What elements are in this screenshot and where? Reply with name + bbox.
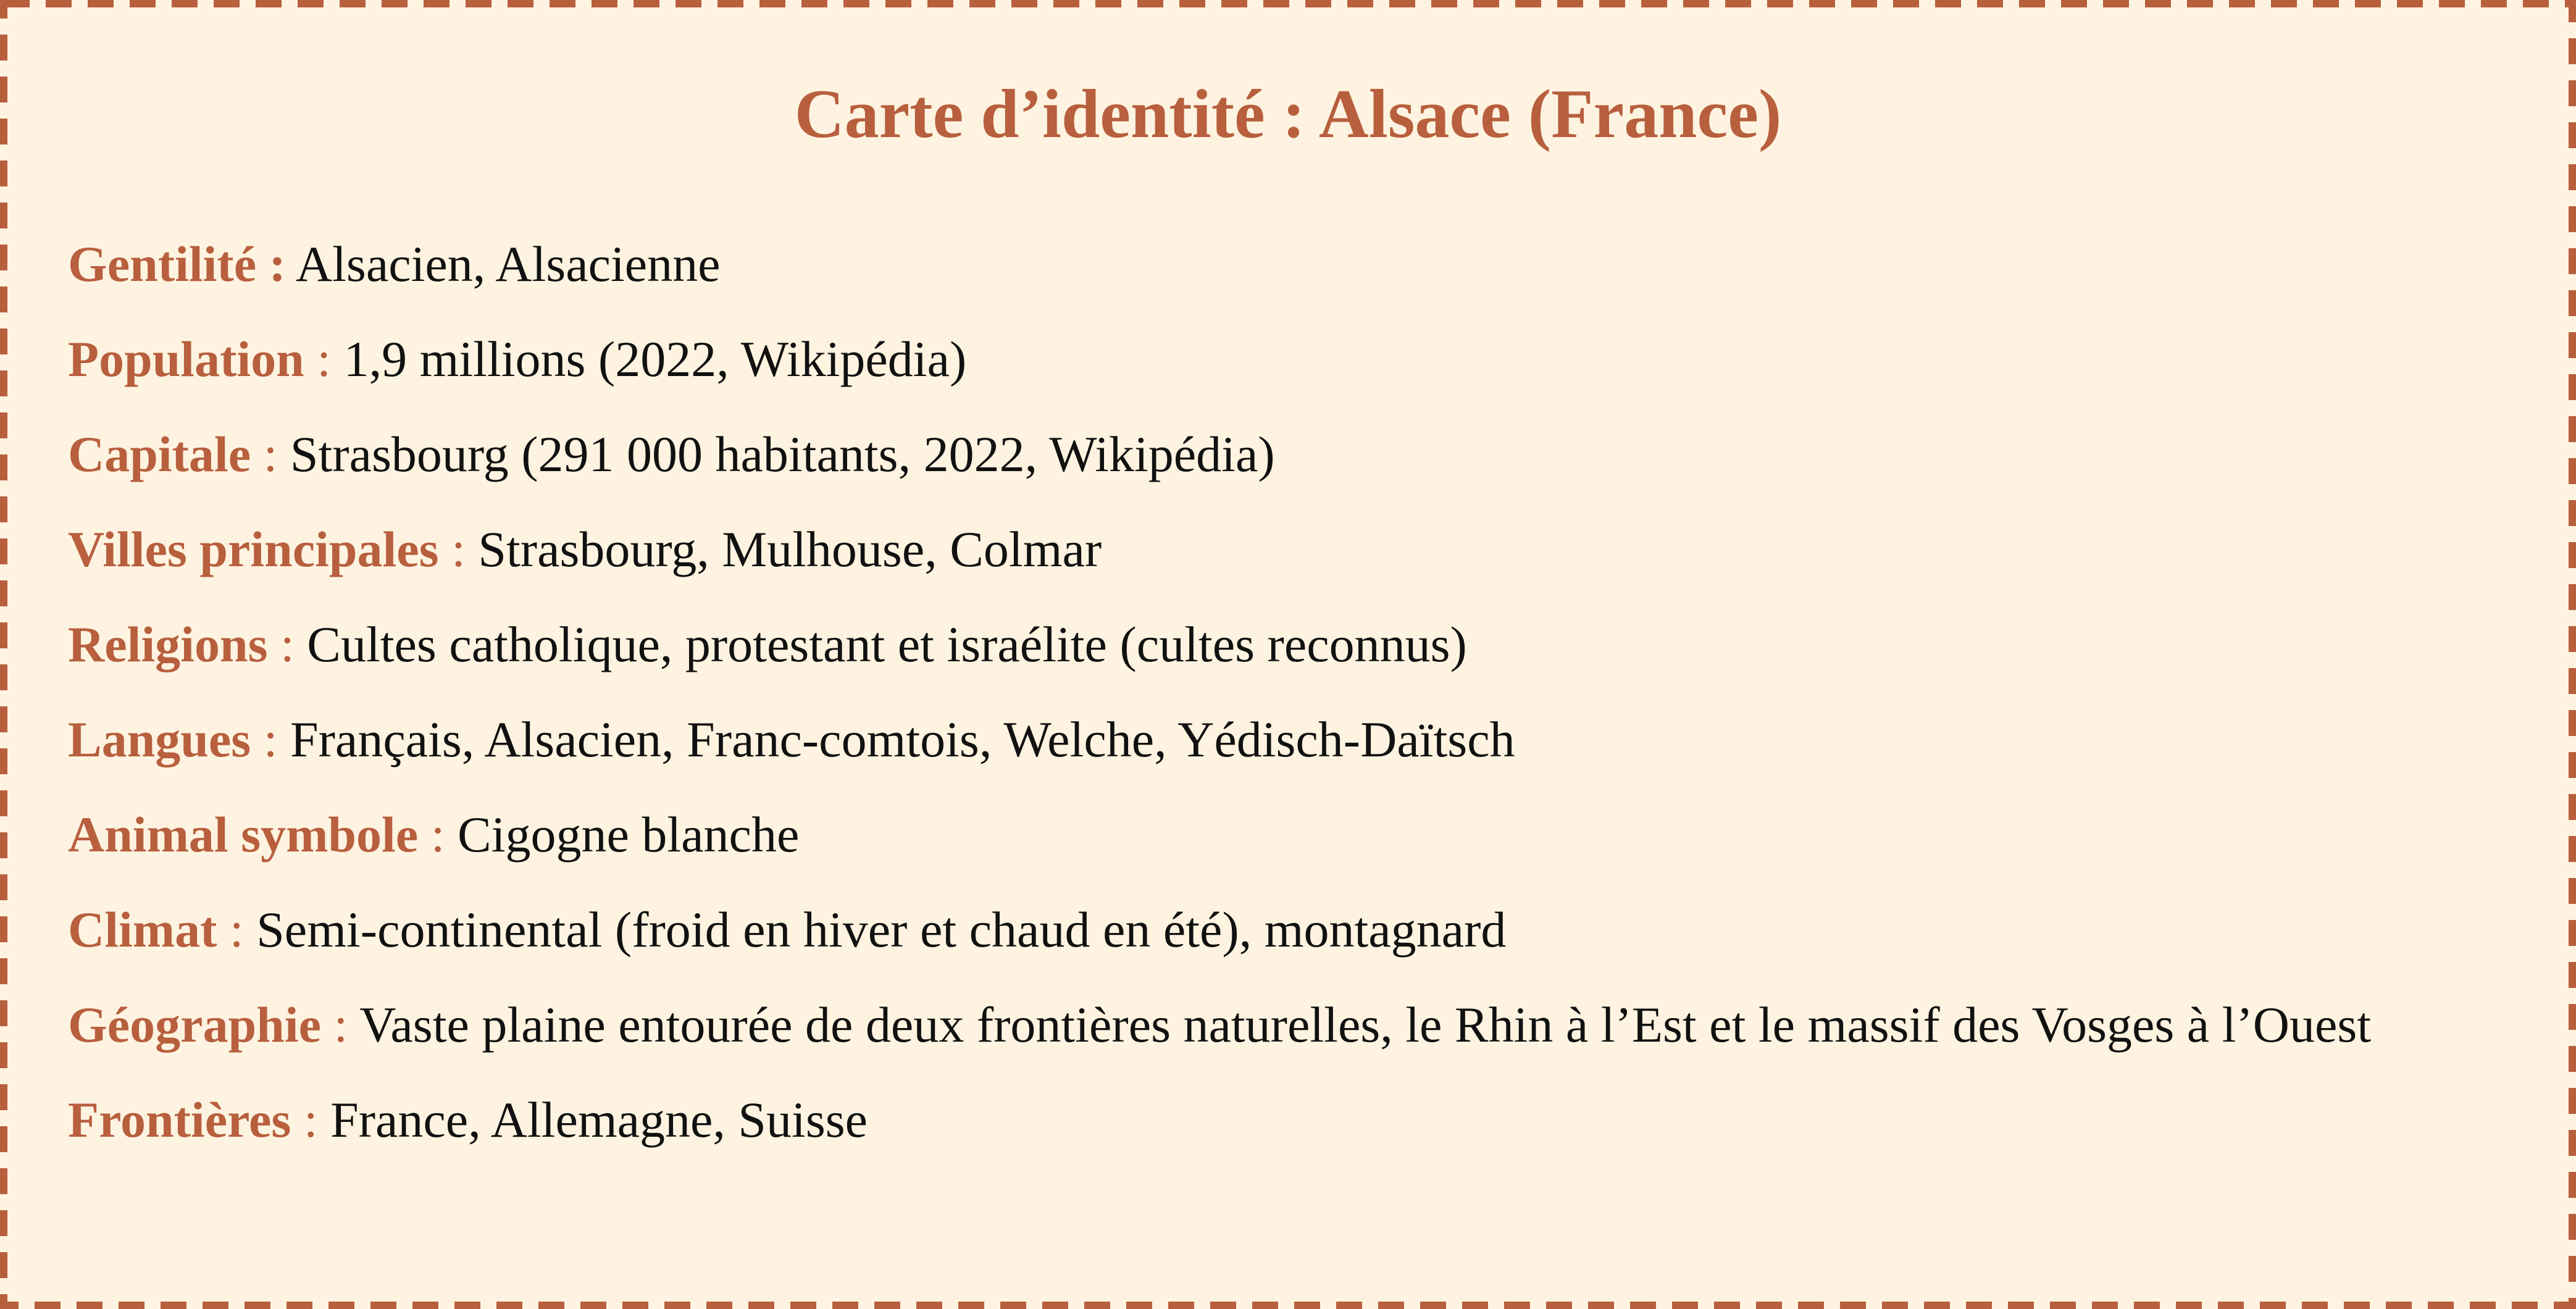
row-value: France, Allemagne, Suisse	[317, 1092, 868, 1148]
row-animal-symbole	[68, 799, 2507, 871]
row-separator: :	[418, 806, 445, 863]
row-value: Strasbourg (291 000 habitants, 2022, Wikipédia)	[277, 426, 1275, 482]
row-separator: :	[267, 616, 295, 672]
row-villes-principales	[68, 514, 2507, 585]
row-separator: :	[251, 426, 278, 482]
row-geographie	[68, 989, 2507, 1061]
row-separator: :	[304, 331, 332, 387]
row-capitale	[68, 419, 2507, 490]
row-value: Semi-continental (froid en hiver et chaud en été), montagnard	[243, 901, 1507, 958]
row-population	[68, 324, 2507, 395]
row-value: Cultes catholique, protestant et israélite (cultes reconnus)	[294, 616, 1467, 672]
row-value: Alsacien, Alsacienne	[285, 236, 721, 292]
row-label: Frontières	[68, 1092, 291, 1148]
row-separator: :	[251, 711, 278, 767]
row-label: Religions	[68, 616, 268, 672]
info-list	[68, 228, 2507, 1179]
row-label: Population	[68, 331, 304, 387]
row-religions	[68, 609, 2507, 680]
row-separator: :	[291, 1092, 318, 1148]
row-value: Français, Alsacien, Franc-comtois, Welche, Yédisch-Daïtsch	[277, 711, 1515, 767]
row-gentilite	[68, 228, 2507, 300]
row-label: Capitale	[68, 426, 251, 482]
row-label: Langues	[68, 711, 251, 767]
row-label: Villes principales	[68, 521, 439, 577]
row-value: Cigogne blanche	[445, 806, 800, 863]
row-frontieres	[68, 1084, 2507, 1156]
row-value: Vaste plaine entourée de deux frontières naturelles, le Rhin à l’Est et le massif des Vosges à l’Ouest	[348, 997, 2372, 1053]
row-separator: :	[320, 997, 348, 1053]
row-label: Gentilité :	[68, 236, 286, 292]
row-climat	[68, 894, 2507, 966]
card-title: Carte d’identité : Alsace (France)	[794, 76, 1782, 153]
row-label: Animal symbole	[68, 806, 419, 863]
row-separator: :	[217, 901, 244, 958]
row-label: Climat	[68, 901, 217, 958]
row-label: Géographie	[68, 997, 321, 1053]
row-langues	[68, 704, 2507, 776]
row-value: 1,9 millions (2022, Wikipédia)	[331, 331, 967, 387]
row-value: Strasbourg, Mulhouse, Colmar	[465, 521, 1102, 577]
row-separator: :	[438, 521, 466, 577]
